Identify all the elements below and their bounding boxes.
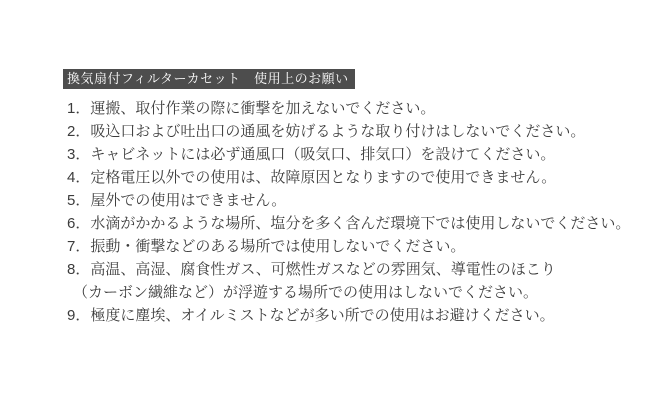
list-item-5: 5．屋外での使用はできません。 — [67, 192, 287, 209]
list-item-8: 8．高温、高湿、腐食性ガス、可燃性ガスなどの雰囲気、導電性のほこり — [67, 261, 556, 278]
list-item-8-continuation: （カーボン繊維など）が浮遊する場所での使用はしないでください。 — [73, 284, 539, 301]
list-item-4: 4．定格電圧以外での使用は、故障原因となりますので使用できません。 — [67, 169, 557, 186]
list-item-7: 7．振動・衝撃などのある場所では使用しないでください。 — [67, 238, 466, 255]
list-item-9: 9．極度に塵埃、オイルミストなどが多い所での使用はお避けください。 — [67, 307, 555, 324]
manual-precautions-section — [63, 69, 643, 327]
section-title-bar: 換気扇付フィルターカセット 使用上のお願い — [63, 69, 355, 89]
list-item-1: 1．運搬、取付作業の際に衝撃を加えないでください。 — [67, 100, 436, 117]
list-item-2: 2．吸込口および吐出口の通風を妨げるような取り付けはしないでください。 — [67, 123, 586, 140]
precaution-list — [63, 97, 643, 327]
list-item-6: 6．水滴がかかるような場所、塩分を多く含んだ環境下では使用しないでください。 — [67, 215, 631, 232]
list-item-3: 3．キャビネットには必ず通風口（吸気口、排気口）を設けてください。 — [67, 146, 556, 163]
